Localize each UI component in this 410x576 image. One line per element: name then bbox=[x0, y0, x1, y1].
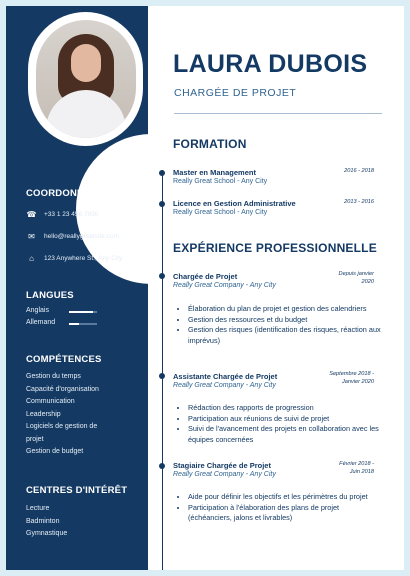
bullet-item: • Suivi de l'avancement des projets en collaboration avec les équipes concernées bbox=[188, 424, 384, 445]
skill-item: projet bbox=[26, 435, 44, 443]
bullet-item: • Rédaction des rapports de progression bbox=[188, 403, 384, 414]
role-title: Assistante Chargée de Projet bbox=[173, 372, 278, 381]
skill-item: Gestion de budget bbox=[26, 448, 84, 455]
timeline-dot bbox=[159, 170, 165, 176]
experience-dates: Depuis janvier 2020 bbox=[338, 271, 374, 285]
degree-title: Licence en Gestion Administrative bbox=[173, 199, 296, 208]
skills-list bbox=[26, 371, 99, 459]
email-icon: ✉ bbox=[28, 232, 35, 241]
person-name: LAURA DUBOIS bbox=[173, 50, 368, 78]
bullet-item: • Participation à l'élaboration des plans de projet (échéanciers, jalons et livrables) bbox=[188, 503, 384, 524]
language-level-bar bbox=[69, 323, 97, 325]
bullet-item: • Gestion des risques (identification des risques, réaction aux imprévus) bbox=[188, 325, 384, 346]
experience-dates: Septembre 2018 - Janvier 2020 bbox=[329, 371, 374, 385]
timeline-dot bbox=[159, 273, 165, 279]
profile-photo bbox=[36, 20, 136, 138]
skill-item: Capacité d'organisation bbox=[26, 385, 99, 393]
divider bbox=[174, 113, 382, 114]
timeline-line bbox=[162, 170, 163, 570]
job-bullets bbox=[176, 304, 384, 346]
school-name: Really Great School - Any City bbox=[173, 178, 268, 185]
language-label: Anglais bbox=[26, 307, 49, 314]
contact-heading: COORDONNÉES bbox=[26, 188, 104, 199]
skill-item: Logiciels de gestion de bbox=[26, 423, 98, 430]
timeline-dot bbox=[159, 201, 165, 207]
experience-dates: Février 2018 - Juin 2018 bbox=[339, 461, 374, 475]
timeline-dot bbox=[159, 373, 165, 379]
bullet-item: • Aide pour définir les objectifs et les périmètres du projet bbox=[188, 492, 384, 503]
phone-icon: ☎ bbox=[26, 210, 37, 219]
company-name: Really Great Company - Any City bbox=[173, 471, 276, 478]
language-level-fill bbox=[69, 323, 79, 325]
company-name: Really Great Company - Any City bbox=[173, 282, 276, 289]
interests-heading: CENTRES D'INTÉRÊT bbox=[26, 485, 128, 496]
interest-item: Badminton bbox=[26, 517, 60, 525]
language-level-bar bbox=[69, 311, 97, 313]
skill-item: Communication bbox=[26, 398, 75, 405]
language-level-fill bbox=[69, 311, 93, 313]
home-icon: ⌂ bbox=[29, 254, 34, 263]
education-heading: FORMATION bbox=[173, 137, 247, 151]
skill-item: Leadership bbox=[26, 410, 61, 418]
languages-heading: LANGUES bbox=[26, 290, 74, 301]
job-title: CHARGÉE DE PROJET bbox=[174, 87, 297, 99]
skill-item: Gestion du temps bbox=[26, 373, 81, 380]
phone-text: +33 1 23 456 7890 bbox=[44, 211, 99, 218]
role-title: Chargée de Projet bbox=[173, 272, 238, 281]
degree-title: Master en Management bbox=[173, 168, 256, 177]
email-text: hello@reallygreatsite.com bbox=[44, 233, 119, 240]
bullet-item: • Gestion des ressources et du budget bbox=[188, 315, 384, 326]
job-bullets bbox=[176, 403, 384, 445]
education-dates: 2016 - 2018 bbox=[344, 168, 374, 174]
experience-heading: EXPÉRIENCE PROFESSIONNELLE bbox=[173, 241, 377, 255]
job-bullets bbox=[176, 492, 384, 524]
role-title: Stagiaire Chargée de Projet bbox=[173, 461, 271, 470]
skills-heading: COMPÉTENCES bbox=[26, 354, 102, 365]
language-label: Allemand bbox=[26, 319, 56, 326]
company-name: Really Great Company - Any City bbox=[173, 382, 276, 389]
school-name: Really Great School - Any City bbox=[173, 209, 268, 216]
timeline-dot bbox=[159, 463, 165, 469]
bullet-item: • Élaboration du plan de projet et gestion des calendriers bbox=[188, 304, 384, 315]
education-dates: 2013 - 2016 bbox=[344, 199, 374, 205]
bullet-item: • Participation aux réunions de suivi de projet bbox=[188, 414, 384, 425]
interest-item: Gymnastique bbox=[26, 530, 68, 537]
address-text: 123 Anywhere St., Any City bbox=[44, 255, 123, 262]
resume-page bbox=[6, 6, 404, 570]
interest-item: Lecture bbox=[26, 505, 50, 512]
interests-list bbox=[26, 503, 67, 541]
